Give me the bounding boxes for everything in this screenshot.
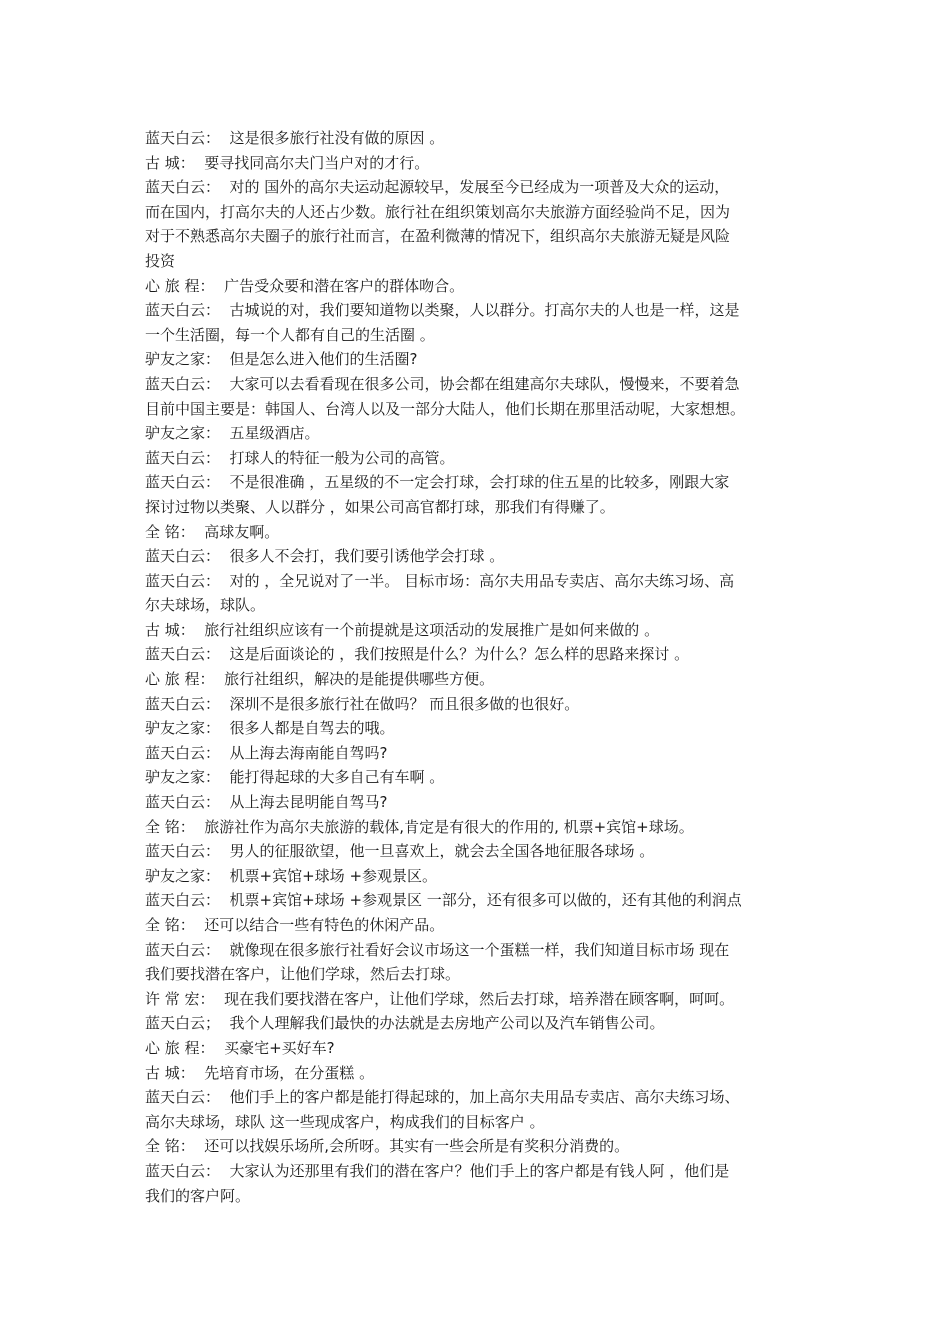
- transcript-line: 一个生活圈，每一个人都有自己的生活圈 。: [145, 325, 435, 344]
- transcript-line: 驴友之家： 五星级酒店。: [145, 424, 320, 443]
- transcript-line: 全 铭： 还可以结合一些有特色的休闲产品。: [145, 916, 445, 934]
- transcript-line: 蓝天白云： 这是后面谈论的 ，我们按照是什么？为什么？怎么样的思路来探讨 。: [145, 645, 690, 664]
- transcript-line: 驴友之家： 能打得起球的大多自己有车啊 。: [145, 768, 445, 787]
- transcript-line: 全 铭： 高球友啊。: [145, 522, 280, 541]
- transcript-line: 而在国内，打高尔夫的人还占少数。旅行社在组织策划高尔夫旅游方面经验尚不足，因为: [145, 202, 731, 221]
- transcript-line: 尔夫球场，球队。: [145, 596, 266, 615]
- transcript-line: 蓝天白云： 不是很准确 ，五星级的不一定会打球，会打球的住五星的比较多，刚跟大家: [145, 473, 730, 492]
- transcript-line: 我们要找潜在客户，让他们学球，然后去打球。: [145, 965, 461, 984]
- transcript-line: 蓝天白云： 他们手上的客户都是能打得起球的，加上高尔夫用品专卖店、高尔夫练习场、: [145, 1088, 740, 1107]
- transcript-line: 蓝天白云： 机票+宾馆+球场 +参观景区 一部分，还有很多可以做的，还有其他的利润点: [145, 891, 742, 910]
- transcript-line: 心 旅 程： 旅行社组织，解决的是能提供哪些方便。: [145, 670, 495, 689]
- transcript-line: 蓝天白云： 深圳不是很多旅行社在做吗？ 而且很多做的也很好。: [145, 694, 580, 713]
- transcript-line: 蓝天白云： 大家可以去看看现在很多公司，协会都在组建高尔夫球队，慢慢来，不要着急: [145, 374, 740, 393]
- transcript-line: 蓝天白云： 很多人不会打，我们要引诱他学会打球 。: [145, 547, 505, 566]
- transcript-line: 驴友之家： 但是怎么进入他们的生活圈?: [145, 350, 418, 369]
- transcript-line: 蓝天白云： 打球人的特征一般为公司的高管。: [145, 448, 455, 467]
- transcript-line: 古 城： 要寻找同高尔夫门当户对的才行。: [145, 153, 430, 172]
- transcript-line: 蓝天白云： 古城说的对，我们要知道物以类聚，人以群分。打高尔夫的人也是一样，这是: [145, 301, 740, 320]
- transcript-line: 目前中国主要是：韩国人、台湾人以及一部分大陆人，他们长期在那里活动呢，大家想想。: [145, 399, 746, 418]
- transcript-line: 探讨过物以类聚、人以群分 ，如果公司高官都打球，那我们有得赚了。: [145, 497, 615, 516]
- transcript-line: 蓝天白云： 对的 国外的高尔夫运动起源较早，发展至今已经成为一项普及大众的运动，: [145, 178, 730, 197]
- transcript-line: 蓝天白云： 对的 ，全兄说对了一半。 目标市场：高尔夫用品专卖店、高尔夫练习场、高: [145, 571, 735, 590]
- transcript-line: 我们的客户阿。: [145, 1186, 251, 1205]
- transcript-line: 驴友之家： 机票+宾馆+球场 +参观景区。: [145, 866, 438, 885]
- transcript-line: 古 城： 旅行社组织应该有一个前提就是这项活动的发展推广是如何来做的 。: [145, 620, 660, 639]
- transcript-line: 心 旅 程： 买豪宅+买好车?: [145, 1038, 335, 1057]
- transcript-line: 投资: [145, 251, 176, 270]
- transcript-line: 对于不熟悉高尔夫圈子的旅行社而言，在盈利微薄的情况下，组织高尔夫旅游无疑是风险: [145, 227, 731, 246]
- transcript-line: 心 旅 程： 广告受众要和潜在客户的群体吻合。: [145, 276, 465, 295]
- transcript-line: 驴友之家： 很多人都是自驾去的哦。: [145, 719, 395, 738]
- transcript-line: 蓝天白云： 从上海去海南能自驾吗?: [145, 743, 388, 762]
- transcript-line: 蓝天白云： 这是很多旅行社没有做的原因 。: [145, 129, 445, 147]
- chat-transcript: [145, 126, 813, 1208]
- transcript-line: 全 铭： 旅游社作为高尔夫旅游的载体,肯定是有很大的作用的, 机票+宾馆+球场。: [145, 817, 694, 836]
- transcript-line: 蓝天白云： 就像现在很多旅行社看好会议市场这一个蛋糕一样，我们知道目标市场 现在: [145, 940, 730, 959]
- transcript-line: 高尔夫球场，球队 这一些现成客户，构成我们的目标客户 。: [145, 1112, 545, 1131]
- transcript-line: 蓝天白云； 我个人理解我们最快的办法就是去房地产公司以及汽车销售公司。: [145, 1014, 665, 1033]
- transcript-line: 蓝天白云： 从上海去昆明能自驾马?: [145, 793, 388, 812]
- transcript-line: 蓝天白云： 大家认为还那里有我们的潜在客户？他们手上的客户都是有钱人阿 ，他们是: [145, 1161, 730, 1180]
- transcript-line: 许 常 宏： 现在我们要找潜在客户，让他们学球，然后去打球，培养潜在顾客啊，呵呵。: [145, 989, 735, 1008]
- transcript-line: 全 铭： 还可以找娱乐场所,会所呀。其实有一些会所是有奖积分消费的。: [145, 1137, 630, 1156]
- transcript-line: 古 城： 先培育市场，在分蛋糕 。: [145, 1063, 375, 1082]
- transcript-line: 蓝天白云： 男人的征服欲望，他一旦喜欢上，就会去全国各地征服各球场 。: [145, 842, 655, 861]
